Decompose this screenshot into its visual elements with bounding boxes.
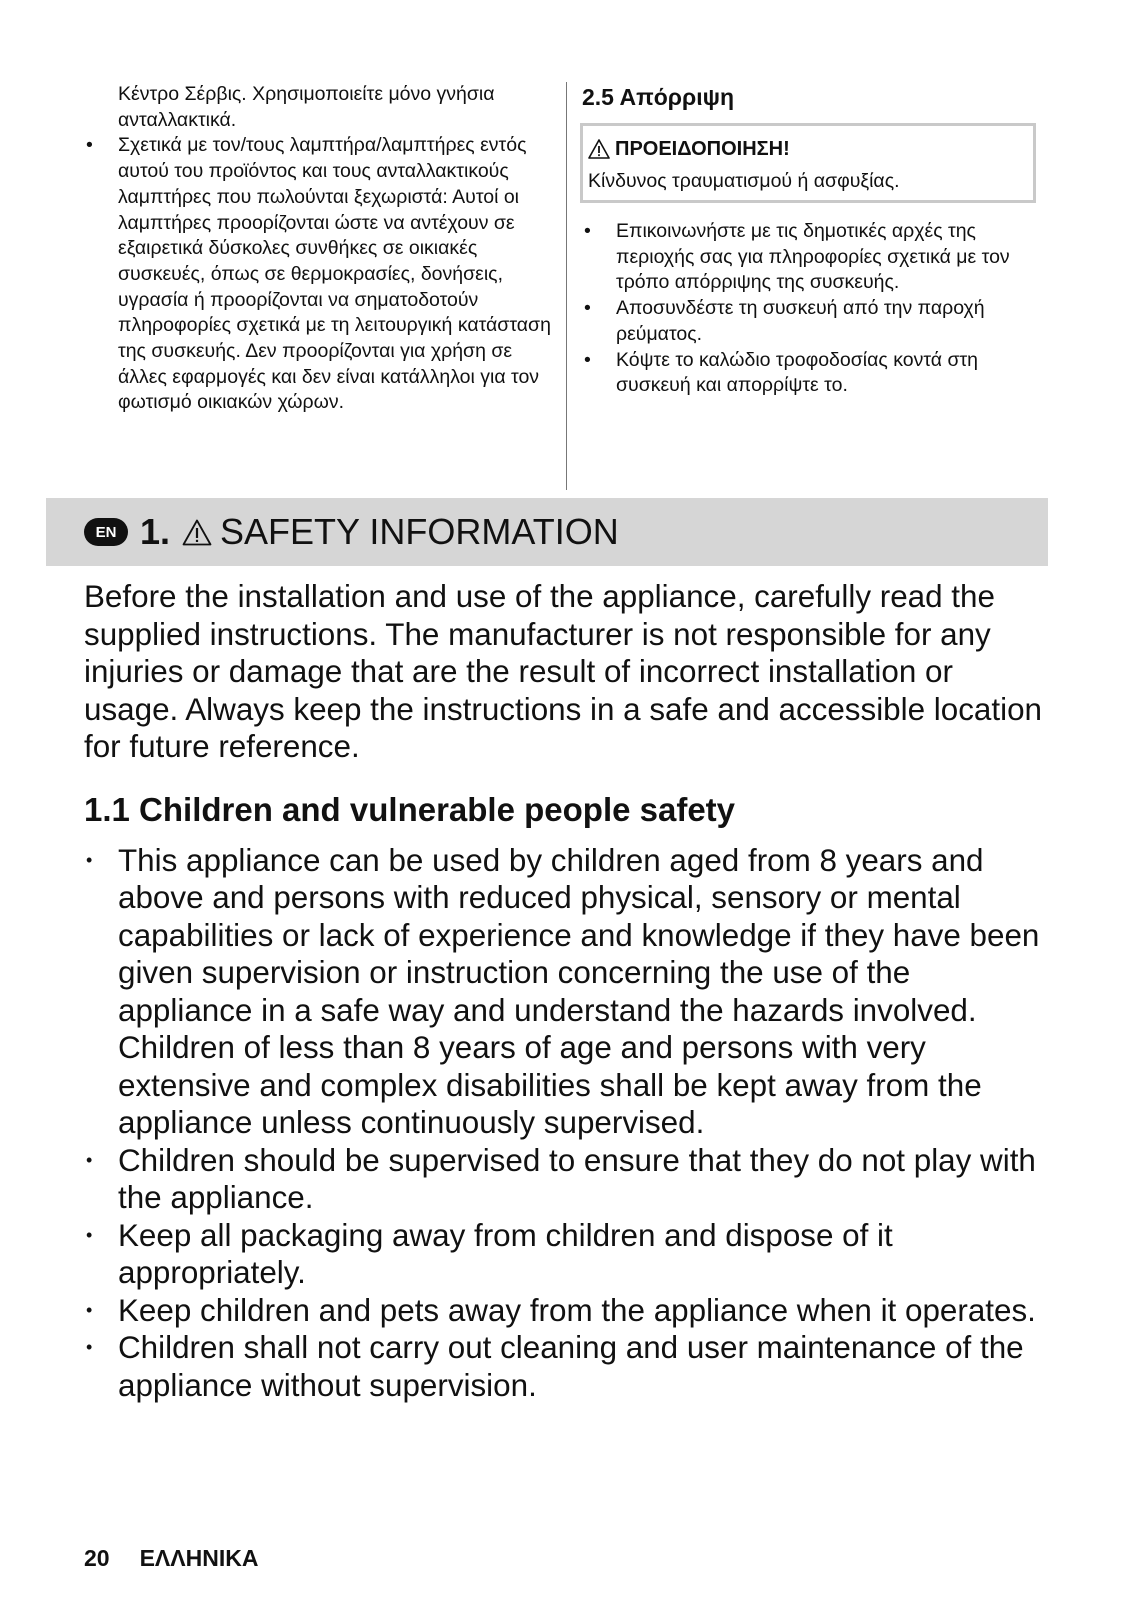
greek-continuation-area — [0, 0, 1128, 495]
children-item-0: • This appliance can be used by children aged from 8 years and above and persons with reduced physical, sensory or mental capabilities or lack of experience and knowledge if they have been given supervision or instruction concerning the use of the appliance in a safe way and understand the hazards involved. Children of less than 8 years of age and persons with very extensive and complex disabilities shall be kept away from the appliance unless continuously supervised. — [84, 842, 1044, 1142]
greek-left-list — [84, 133, 554, 416]
greek-left-column — [84, 82, 554, 416]
disposal-item-2: • Κόψτε το καλώδιο τροφοδοσίας κοντά στη συσκευή και απορρίψτε το. — [582, 348, 1048, 399]
children-item-1: • Children should be supervised to ensure that they do not play with the appliance. — [84, 1142, 1044, 1217]
children-item-2: • Keep all packaging away from children and dispose of it appropriately. — [84, 1217, 1044, 1292]
warning-box — [580, 123, 1036, 203]
disposal-heading: 2.5 Απόρριψη — [582, 84, 735, 110]
column-divider — [566, 82, 567, 490]
warning-triangle-icon — [588, 139, 610, 159]
children-item-4: • Children shall not carry out cleaning and user maintenance of the appliance without supervision. — [84, 1329, 1044, 1404]
greek-left-item-0: • Σχετικά με τον/τους λαμπτήρα/λαμπτήρες εντός αυτού του προϊόντος και τους ανταλλακτικούς λαμπτήρες που πωλούνται ξεχωριστά: Αυτοί οι λαμπτήρες προορίζονται ώστε να αντέχουν σε εξαιρετικά δύσκολες συνθήκες σε οικιακές συσκευές, όπως σε θερμοκρασίες, δονήσεις, υγρασία ή προορίζονται να σηματοδοτούν πληροφορίες σχετικά με τη λειτουργική κατάσταση της συσκευής. Δεν προορίζονται για χρήση σε άλλες εφαρμογές και δεν είναι κατάλληλοι για τον φωτισμό οικιακών χώρων. — [84, 133, 554, 416]
banner-warning — [182, 519, 212, 546]
children-list — [84, 842, 1044, 1405]
warning-text: Κίνδυνος τραυματισμού ή ασφυξίας. — [588, 170, 900, 192]
language-badge: EN — [84, 518, 128, 546]
warning-title: ΠΡΟΕΙΔΟΠΟΙΗΣΗ! — [615, 138, 790, 160]
disposal-list — [582, 219, 1048, 399]
main-content — [84, 578, 1044, 1404]
disposal-item-0: • Επικοινωνήστε με τις δημοτικές αρχές της περιοχής σας για πληροφορίες σχετικά με τον τρόπο απόρριψης της συσκευής. — [582, 219, 1048, 296]
section-banner — [46, 498, 1048, 566]
disposal-item-1: • Αποσυνδέστε τη συσκευή από την παροχή ρεύματος. — [582, 296, 1048, 347]
children-item-3: • Keep children and pets away from the appliance when it operates. — [84, 1292, 1044, 1330]
safety-intro: Before the installation and use of the appliance, carefully read the supplied instructions. The manufacturer is not responsible for any injuries or damage that are the result of incorrect installation or usage. Always keep the instructions in a safe and accessible location for future reference. — [84, 579, 1042, 764]
section-number: 1. — [140, 511, 171, 552]
footer-language: ΕΛΛΗΝΙΚΑ — [139, 1545, 259, 1571]
greek-right-column — [582, 82, 1048, 399]
section-title: SAFETY INFORMATION — [220, 511, 619, 552]
warning-header — [588, 136, 1027, 162]
children-heading: 1.1 Children and vulnerable people safety — [84, 790, 736, 828]
warning-triangle-icon — [182, 519, 212, 546]
greek-left-continuation: Κέντρο Σέρβις. Χρησιμοποιείτε μόνο γνήσια ανταλλακτικά. — [118, 83, 495, 131]
page-footer — [84, 1545, 258, 1572]
page-number: 20 — [84, 1545, 110, 1571]
